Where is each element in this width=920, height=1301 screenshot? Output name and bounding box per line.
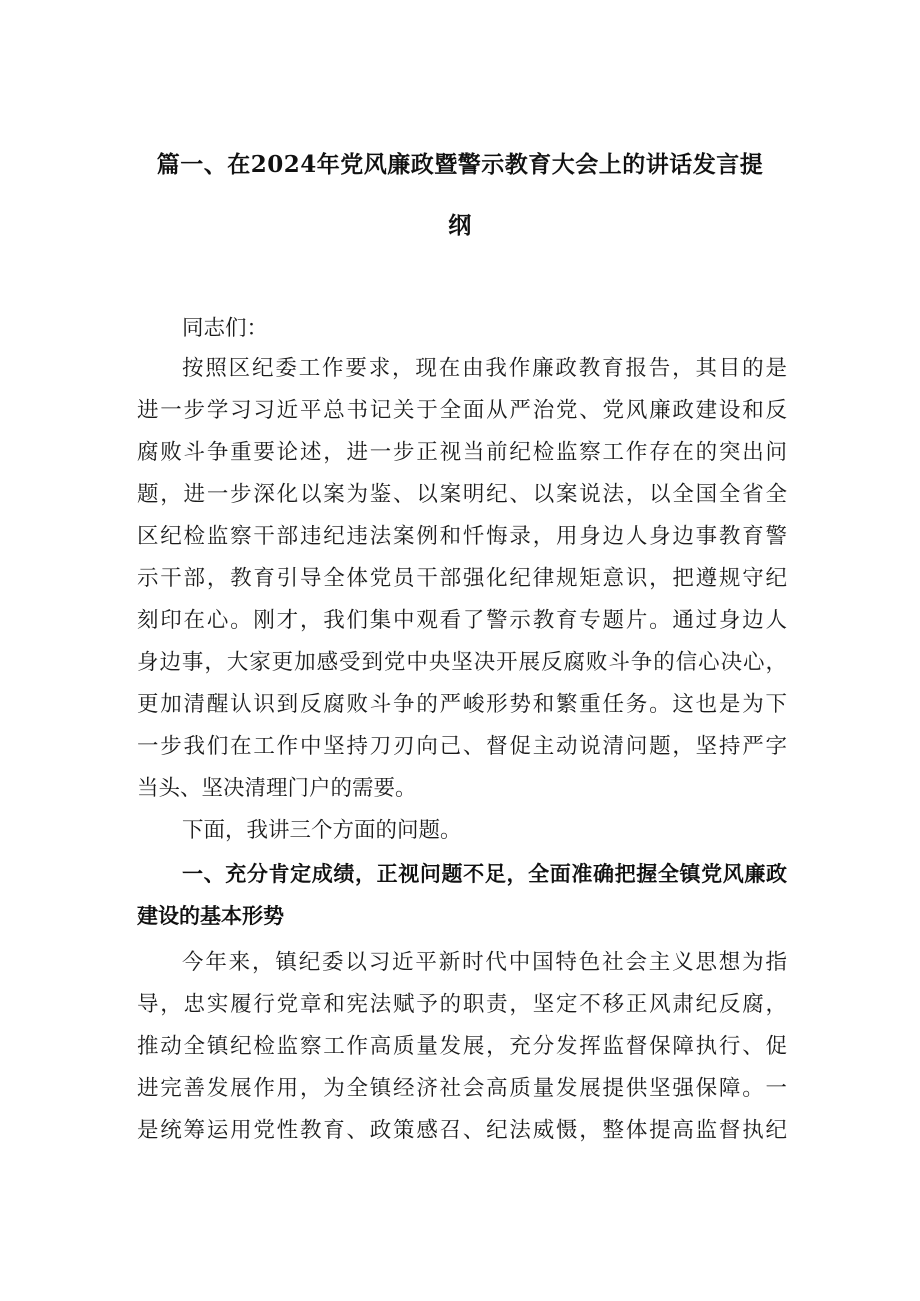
body-line: 一步我们在工作中坚持刀刃向己、督促主动说清问题，坚持严字 [137, 734, 787, 759]
document-title-line-1: 篇一、在2024年党风廉政暨警示教育大会上的讲话发言提 [156, 151, 764, 178]
salutation: 同志们： [182, 316, 269, 341]
body-line: 进完善发展作用，为全镇经济社会高质量发展提供坚强保障。一 [137, 1076, 787, 1101]
body-line: 按照区纪委工作要求，现在由我作廉政教育报告，其目的是 [182, 356, 787, 381]
document-title-line-2: 纲 [448, 212, 472, 239]
body-line: 当头、坚决清理门户的需要。 [137, 776, 417, 801]
body-line: 进一步学习习近平总书记关于全面从严治党、党风廉政建设和反 [137, 398, 787, 423]
body-line: 腐败斗争重要论述，进一步正视当前纪检监察工作存在的突出问 [137, 440, 787, 465]
body-line: 身边事，大家更加感受到党中央坚决开展反腐败斗争的信心决心， [137, 650, 787, 675]
body-line: 推动全镇纪检监察工作高质量发展，充分发挥监督保障执行、促 [137, 1034, 787, 1059]
body-line: 更加清醒认识到反腐败斗争的严峻形势和繁重任务。这也是为下 [137, 692, 787, 717]
section-heading-line: 建设的基本形势 [137, 904, 284, 928]
body-line: 导，忠实履行党章和宪法赋予的职责，坚定不移正风肃纪反腐， [137, 992, 787, 1017]
section-heading-line: 一、充分肯定成绩，正视问题不足，全面准确把握全镇党风廉政 [182, 862, 787, 886]
body-line: 是统筹运用党性教育、政策感召、纪法威慑，整体提高监督执纪 [137, 1118, 787, 1143]
body-line: 今年来，镇纪委以习近平新时代中国特色社会主义思想为指 [182, 950, 787, 975]
body-line: 示干部，教育引导全体党员干部强化纪律规矩意识，把遵规守纪 [137, 566, 787, 591]
body-line: 区纪检监察干部违纪违法案例和忏悔录，用身边人身边事教育警 [137, 524, 787, 549]
body-line: 刻印在心。刚才，我们集中观看了警示教育专题片。通过身边人 [137, 608, 787, 633]
body-line: 题，进一步深化以案为鉴、以案明纪、以案说法，以全国全省全 [137, 482, 787, 507]
body-line: 下面，我讲三个方面的问题。 [182, 818, 462, 843]
